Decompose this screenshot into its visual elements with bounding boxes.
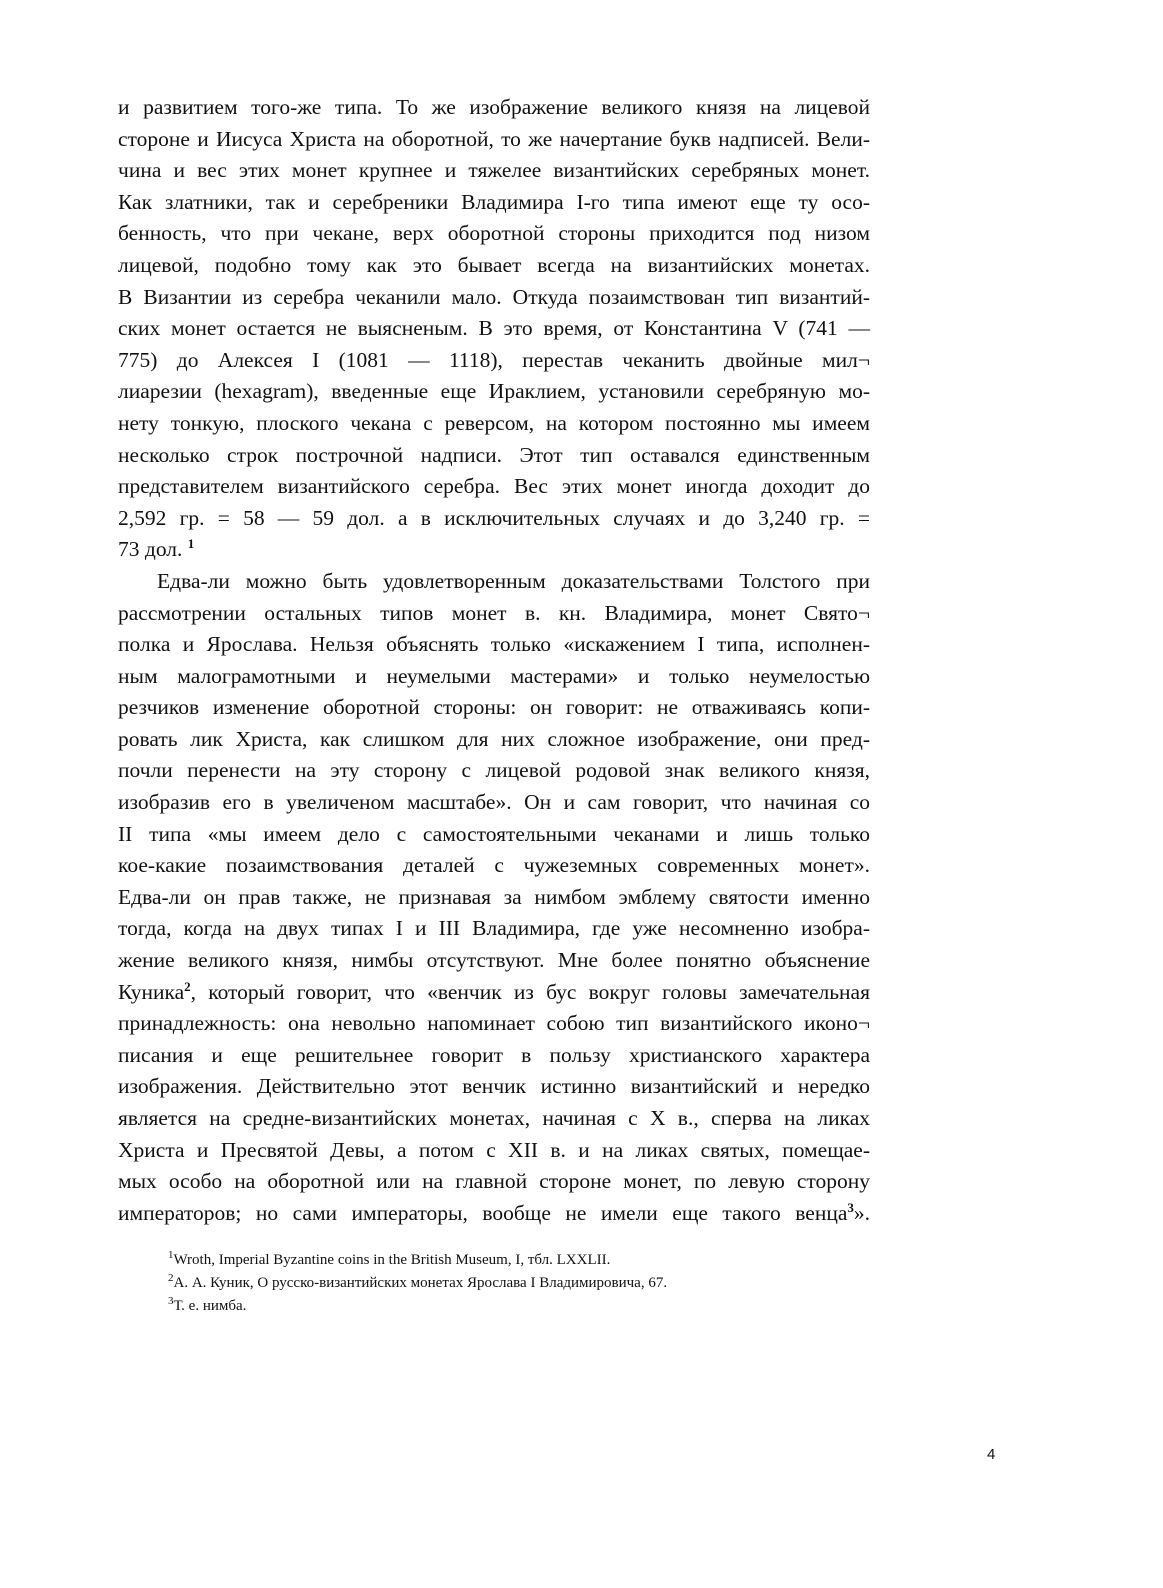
text-line: нету тонкую, плоского чекана с реверсом, на котором постоянно мы имеем [118,410,870,435]
footnote [168,1272,868,1295]
text-line: тогда, когда на двух типах I и III Владимира, где уже несомненно изобра- [118,916,870,941]
text-line: 2,592 гр. = 58 — 59 дол. а в исключительных случаях и до 3,240 гр. = [118,505,870,530]
text-line: лиарезии (hexagram), введенные еще Ираклием, установили серебряную мо- [118,379,870,404]
text-line: Христа и Пресвятой Девы, а потом с XII в. и на ликах святых, помещае- [118,1137,870,1162]
text-line: несколько строк построчной надписи. Этот тип оставался единственным [118,442,870,467]
text-line: II типа «мы имеем дело с самостоятельными чеканами и лишь только [118,821,870,846]
text-line: является на средне-византийских монетах, начиная с X в., сперва на ликах [118,1106,870,1130]
footnote-mark: 3 [847,1199,854,1215]
text-line: лицевой, подобно тому как это бывает всегда на византийских монетах. [118,252,870,277]
footnote-text: Т. е. нимба. [173,1298,247,1314]
text-line [118,977,870,1009]
text-line: ным малограмотными и неумелыми мастерами» и только неумелостью [118,663,870,688]
text-line: и развитием того-же типа. То же изображение великого князя на лицевой [118,95,870,119]
text-fragment: 73 дол. [118,537,183,562]
text-line: принадлежность: она невольно напоминает собою тип византийского иконо¬ [118,1011,870,1036]
text-line: мых особо на оборотной или на главной стороне монет, по левую сторону [118,1169,870,1194]
text-fragment: ». [853,1200,870,1225]
text-fragment: императоров; но сами императоры, вообще не имели еще такого венца [118,1200,848,1225]
page-number: 4 [987,1446,996,1463]
text-line: рассмотрении остальных типов монет в. кн. Владимира, монет Свято¬ [118,600,870,625]
text-line: чина и вес этих монет крупнее и тяжелее византийских серебряных монет. [118,158,870,183]
footnotes [168,1249,868,1318]
text-line: 775) до Алексея I (1081 — 1118), перестав чеканить двойные мил¬ [118,347,870,372]
text-line: почли перенести на эту сторону с лицевой родовой знак великого князя, [118,758,870,783]
footnote-number: 2 [168,1272,174,1284]
footnote-number: 1 [168,1249,174,1261]
text-line: ских монет остается не выясненым. В это время, от Константина V (741 — [118,316,870,341]
text-line: жение великого князя, нимбы отсутствуют. Мне более понятно объяснение [118,948,870,973]
body-text [118,92,870,1229]
text-fragment: Куника [118,979,185,1004]
footnote [168,1249,868,1272]
footnote-mark: 1 [187,536,195,552]
text-fragment: , который говорит, что «венчик из бус вокруг головы замечательная [190,979,870,1004]
text-line: изобразив его в увеличеном масштабе». Он и сам говорит, что начиная со [118,790,870,815]
text-line: полка и Ярослава. Нельзя объяснять только «искажением I типа, исполнен- [118,632,870,657]
text-line: Едва-ли он прав также, не признавая за нимбом эмблему святости именно [118,884,870,909]
text-line [118,534,870,566]
text-line: ровать лик Христа, как слишком для них сложное изображение, они пред- [118,726,870,751]
text-line [118,1198,870,1230]
footnote-text: А. А. Куник, О русско-византийских монетах Ярослава I Владимировича, 67. [173,1275,668,1291]
footnote-mark: 2 [184,978,191,994]
text-line: бенность, что при чекане, верх оборотной стороны приходится под низом [118,221,870,246]
text-line: кое-какие позаимствования деталей с чужеземных современных монет». [118,853,870,878]
text-line: резчиков изменение оборотной стороны: он говорит: не отваживаясь копи- [118,695,870,720]
text-line: стороне и Иисуса Христа на оборотной, то же начертание букв надписей. Вели- [118,126,870,151]
text-line: В Византии из серебра чеканили мало. Откуда позаимствован тип византий- [118,284,870,309]
text-line: представителем византийского серебра. Вес этих монет иногда доходит до [118,474,870,499]
footnote-number: 3 [168,1295,174,1307]
footnote [168,1295,868,1318]
text-line: Как златники, так и серебреники Владимира I-го типа имеют еще ту осо- [118,189,870,214]
text-line: изображения. Действительно этот венчик истинно византийский и нередко [118,1074,870,1099]
footnote-text: Wroth, Imperial Byzantine coins in the British Museum, I, тбл. LXXLII. [173,1252,611,1268]
text-line: писания и еще решительнее говорит в пользу христианского характера [118,1042,870,1067]
text-line: Едва-ли можно быть удовлетворенным доказательствами Толстого при [157,568,870,593]
